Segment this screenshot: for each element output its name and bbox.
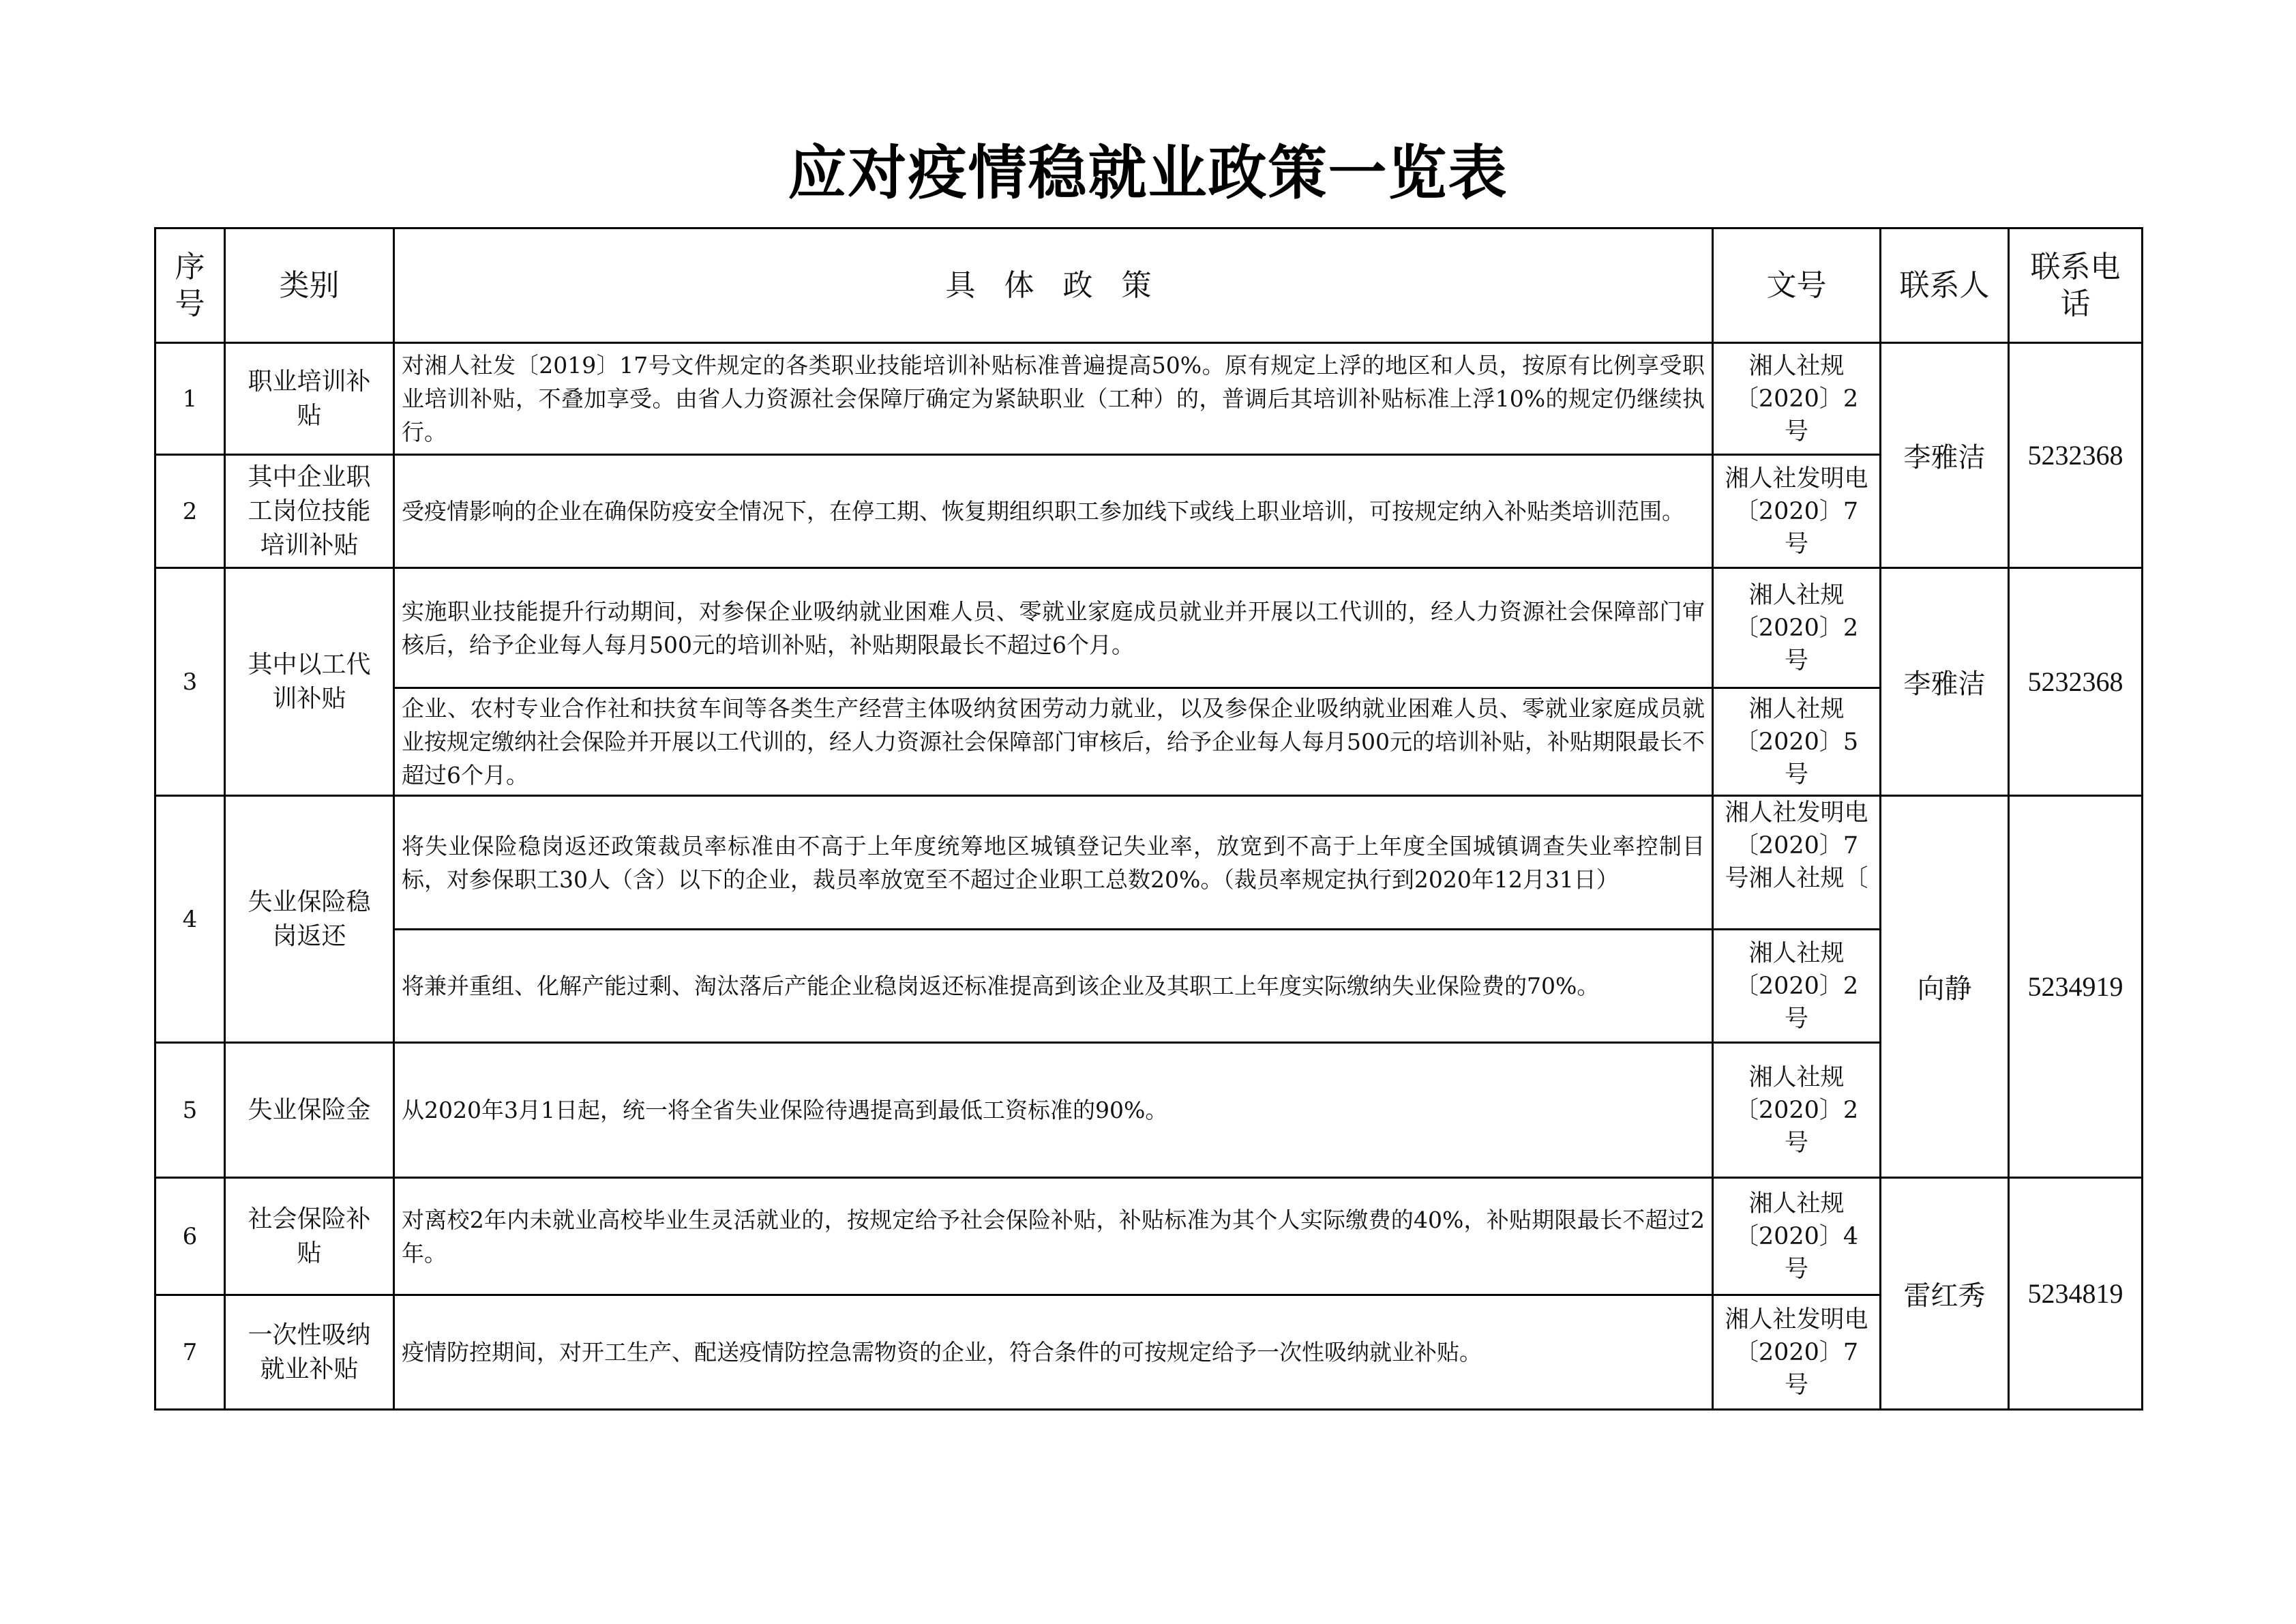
row-doc-no: 湘人社规〔2020〕2号 (1713, 1043, 1881, 1178)
row-policy: 实施职业技能提升行动期间，对参保企业吸纳就业困难人员、零就业家庭成员就业并开展以工代训的，经人力资源社会保障部门审核后，给予企业每人每月500元的培训补贴，补贴期限最长不超过6个月。 (394, 568, 1713, 688)
table-row (155, 343, 2143, 455)
row-seq: 7 (155, 1295, 225, 1410)
table-row (155, 455, 2143, 568)
row-doc-no: 湘人社规〔2020〕2号 (1713, 568, 1881, 688)
header-seq: 序号 (155, 228, 225, 343)
row-policy: 企业、农村专业合作社和扶贫车间等各类生产经营主体吸纳贫困劳动力就业，以及参保企业吸纳就业困难人员、零就业家庭成员就业按规定缴纳社会保险并开展以工代训的，经人力资源社会保障部门审核后，给予企业每人每月500元的培训补贴，补贴期限最长不超过6个月。 (394, 688, 1713, 796)
table-row (155, 568, 2143, 688)
row-doc-no: 湘人社规〔2020〕2号 (1713, 930, 1881, 1043)
row-doc-no: 湘人社发明电〔2020〕7号 (1713, 455, 1881, 568)
header-doc-no: 文号 (1713, 228, 1881, 343)
row-category: 失业保险金 (225, 1043, 394, 1178)
row-policy: 对湘人社发〔2019〕17号文件规定的各类职业技能培训补贴标准普遍提高50%。原有规定上浮的地区和人员，按原有比例享受职业培训补贴，不叠加享受。由省人力资源社会保障厅确定为紧缺职业（工种）的，普调后其培训补贴标准上浮10%的规定仍继续执行。 (394, 343, 1713, 455)
contact-person: 李雅洁 (1881, 343, 2009, 568)
row-seq: 3 (155, 568, 225, 796)
row-policy: 将失业保险稳岗返还政策裁员率标准由不高于上年度统筹地区城镇登记失业率，放宽到不高于上年度全国城镇调查失业率控制目标，对参保职工30人（含）以下的企业，裁员率放宽至不超过企业职工总数20%。（裁员率规定执行到2020年12月31日） (394, 796, 1713, 930)
row-doc-no (1713, 796, 1881, 930)
row-policy: 疫情防控期间，对开工生产、配送疫情防控急需物资的企业，符合条件的可按规定给予一次性吸纳就业补贴。 (394, 1295, 1713, 1410)
row-category: 其中企业职工岗位技能培训补贴 (225, 455, 394, 568)
row-seq: 6 (155, 1178, 225, 1295)
contact-phone: 5232368 (2009, 343, 2143, 568)
header-category: 类别 (225, 228, 394, 343)
header-policy: 具 体 政 策 (394, 228, 1713, 343)
row-doc-no: 湘人社发明电〔2020〕7号 (1713, 1295, 1881, 1410)
row-seq: 5 (155, 1043, 225, 1178)
table-row (155, 796, 2143, 930)
table-row (155, 930, 2143, 1043)
table-row (155, 1295, 2143, 1410)
contact-person: 李雅洁 (1881, 568, 2009, 796)
contact-phone: 5232368 (2009, 568, 2143, 796)
table-row (155, 688, 2143, 796)
contact-person: 雷红秀 (1881, 1178, 2009, 1410)
row-policy: 从2020年3月1日起，统一将全省失业保险待遇提高到最低工资标准的90%。 (394, 1043, 1713, 1178)
table-header-row (155, 228, 2143, 343)
header-phone: 联系电话 (2009, 228, 2143, 343)
row-policy: 对离校2年内未就业高校毕业生灵活就业的，按规定给予社会保险补贴，补贴标准为其个人实际缴费的40%，补贴期限最长不超过2年。 (394, 1178, 1713, 1295)
row-doc-no: 湘人社规〔2020〕5号 (1713, 688, 1881, 796)
header-contact: 联系人 (1881, 228, 2009, 343)
page-title: 应对疫情稳就业政策一览表 (788, 139, 1508, 207)
row-category: 社会保险补贴 (225, 1178, 394, 1295)
row-policy: 受疫情影响的企业在确保防疫安全情况下，在停工期、恢复期组织职工参加线下或线上职业培训，可按规定纳入补贴类培训范围。 (394, 455, 1713, 568)
row-policy: 将兼并重组、化解产能过剩、淘汰落后产能企业稳岗返还标准提高到该企业及其职工上年度实际缴纳失业保险费的70%。 (394, 930, 1713, 1043)
row-doc-no-text: 湘人社发明电〔2020〕7号湘人社规〔 (1725, 799, 1868, 892)
row-seq: 1 (155, 343, 225, 455)
row-category: 一次性吸纳就业补贴 (225, 1295, 394, 1410)
row-category: 职业培训补贴 (225, 343, 394, 455)
contact-person: 向静 (1881, 796, 2009, 1178)
row-category: 其中以工代训补贴 (225, 568, 394, 796)
table-row (155, 1043, 2143, 1178)
row-doc-no: 湘人社规〔2020〕4号 (1713, 1178, 1881, 1295)
table-row (155, 1178, 2143, 1295)
contact-phone: 5234819 (2009, 1178, 2143, 1410)
row-doc-no: 湘人社规〔2020〕2号 (1713, 343, 1881, 455)
contact-phone: 5234919 (2009, 796, 2143, 1178)
row-seq: 4 (155, 796, 225, 1043)
row-seq: 2 (155, 455, 225, 568)
row-category: 失业保险稳岗返还 (225, 796, 394, 1043)
policy-table (154, 227, 2143, 1411)
